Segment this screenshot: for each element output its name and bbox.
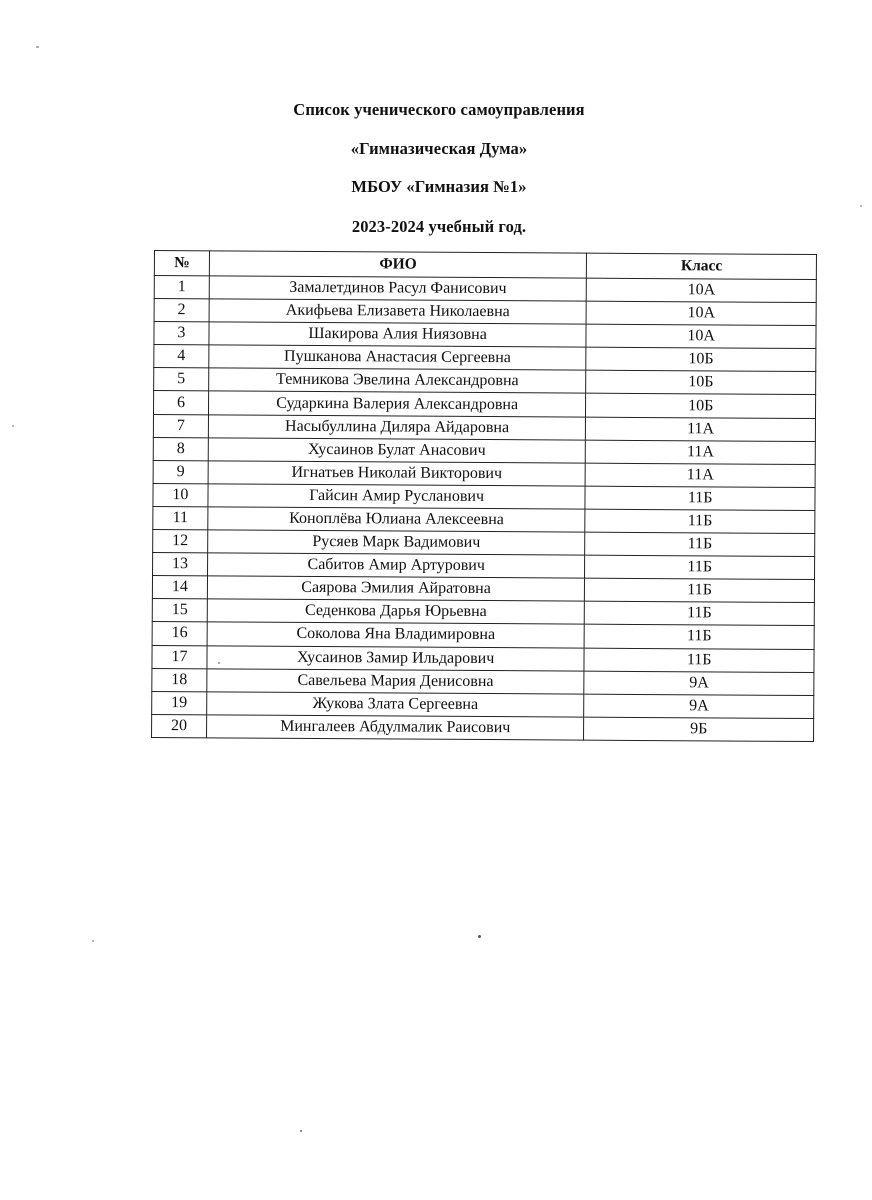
row-class: 10Б bbox=[586, 371, 816, 395]
row-full-name: Хусаинов Булат Анасович bbox=[208, 437, 586, 462]
row-class: 11А bbox=[586, 440, 816, 464]
row-number: 12 bbox=[153, 530, 208, 553]
row-full-name: Мингалеев Абдулмалик Раисович bbox=[206, 715, 584, 740]
scan-speck bbox=[300, 1130, 302, 1132]
row-full-name: Игнатьев Николай Викторович bbox=[208, 461, 586, 486]
row-number: 13 bbox=[153, 553, 208, 576]
row-number: 3 bbox=[154, 322, 209, 345]
document-title: Список ученического самоуправления bbox=[293, 100, 585, 119]
row-full-name: Замалетдинов Расул Фанисович bbox=[209, 276, 587, 301]
row-class: 9Б bbox=[584, 717, 814, 741]
row-number: 4 bbox=[154, 345, 209, 368]
row-class: 9А bbox=[584, 694, 814, 718]
row-number: 7 bbox=[153, 414, 208, 437]
scan-speck bbox=[92, 940, 94, 942]
document-subtitle-council: «Гимназическая Дума» bbox=[350, 139, 528, 158]
row-class: 9А bbox=[584, 671, 814, 695]
row-class: 11Б bbox=[585, 578, 815, 602]
document-subtitle-year: 2023-2024 учебный год. bbox=[351, 217, 527, 236]
scan-speck bbox=[478, 935, 481, 938]
header-full-name: ФИО bbox=[209, 251, 587, 278]
row-class: 11А bbox=[586, 417, 816, 441]
row-full-name: Жукова Злата Сергеевна bbox=[207, 692, 585, 717]
header-class: Класс bbox=[587, 253, 817, 279]
row-class: 10А bbox=[587, 278, 817, 302]
row-full-name: Акифьева Елизавета Николаевна bbox=[209, 299, 587, 324]
row-full-name: Насыбуллина Диляра Айдаровна bbox=[208, 414, 586, 439]
row-full-name: Гайсин Амир Русланович bbox=[208, 484, 586, 509]
scan-speck bbox=[860, 205, 862, 207]
row-number: 16 bbox=[152, 622, 207, 645]
table-row bbox=[152, 714, 814, 741]
row-full-name: Шакирова Алия Ниязовна bbox=[209, 322, 587, 347]
row-class: 11А bbox=[585, 463, 815, 487]
row-number: 15 bbox=[152, 599, 207, 622]
row-number: 10 bbox=[153, 483, 208, 506]
student-roster-table bbox=[151, 250, 817, 742]
document-subtitle-school: МБОУ «Гимназия №1» bbox=[351, 177, 527, 196]
row-class: 11Б bbox=[585, 532, 815, 556]
scan-speck bbox=[36, 46, 39, 48]
row-class: 10Б bbox=[586, 394, 816, 418]
row-class: 11Б bbox=[585, 509, 815, 533]
row-number: 20 bbox=[152, 714, 207, 737]
row-number: 8 bbox=[153, 437, 208, 460]
row-class: 11Б bbox=[585, 555, 815, 579]
row-class: 10А bbox=[586, 324, 816, 348]
row-number: 11 bbox=[153, 506, 208, 529]
row-full-name: Коноплёва Юлиана Алексеевна bbox=[208, 507, 586, 532]
row-number: 19 bbox=[152, 691, 207, 714]
scan-speck bbox=[12, 425, 14, 427]
row-number: 6 bbox=[153, 391, 208, 414]
row-full-name: Савельева Мария Денисовна bbox=[207, 668, 585, 693]
row-full-name: Седенкова Дарья Юрьевна bbox=[207, 599, 585, 624]
row-class: 11Б bbox=[585, 486, 815, 510]
row-number: 1 bbox=[154, 276, 209, 299]
row-full-name: Соколова Яна Владимировна bbox=[207, 622, 585, 647]
row-number: 17 bbox=[152, 645, 207, 668]
row-number: 2 bbox=[154, 299, 209, 322]
row-full-name: Русяев Марк Вадимович bbox=[208, 530, 586, 555]
scan-speck bbox=[218, 662, 220, 664]
row-full-name: Хусаинов Замир Ильдарович bbox=[207, 645, 585, 670]
header-number: № bbox=[154, 251, 209, 276]
row-class: 11Б bbox=[584, 648, 814, 672]
row-full-name: Сабитов Амир Артурович bbox=[207, 553, 585, 578]
row-class: 11Б bbox=[584, 625, 814, 649]
row-class: 11Б bbox=[585, 601, 815, 625]
table-body bbox=[152, 276, 817, 742]
row-number: 18 bbox=[152, 668, 207, 691]
row-number: 14 bbox=[152, 576, 207, 599]
row-number: 5 bbox=[154, 368, 209, 391]
row-full-name: Темникова Эвелина Александровна bbox=[209, 368, 587, 393]
row-class: 10Б bbox=[586, 347, 816, 371]
row-full-name: Саярова Эмилия Айратовна bbox=[207, 576, 585, 601]
row-class: 10А bbox=[586, 301, 816, 325]
row-full-name: Сударкина Валерия Александровна bbox=[208, 391, 586, 416]
row-full-name: Пушканова Анастасия Сергеевна bbox=[209, 345, 587, 370]
row-number: 9 bbox=[153, 460, 208, 483]
